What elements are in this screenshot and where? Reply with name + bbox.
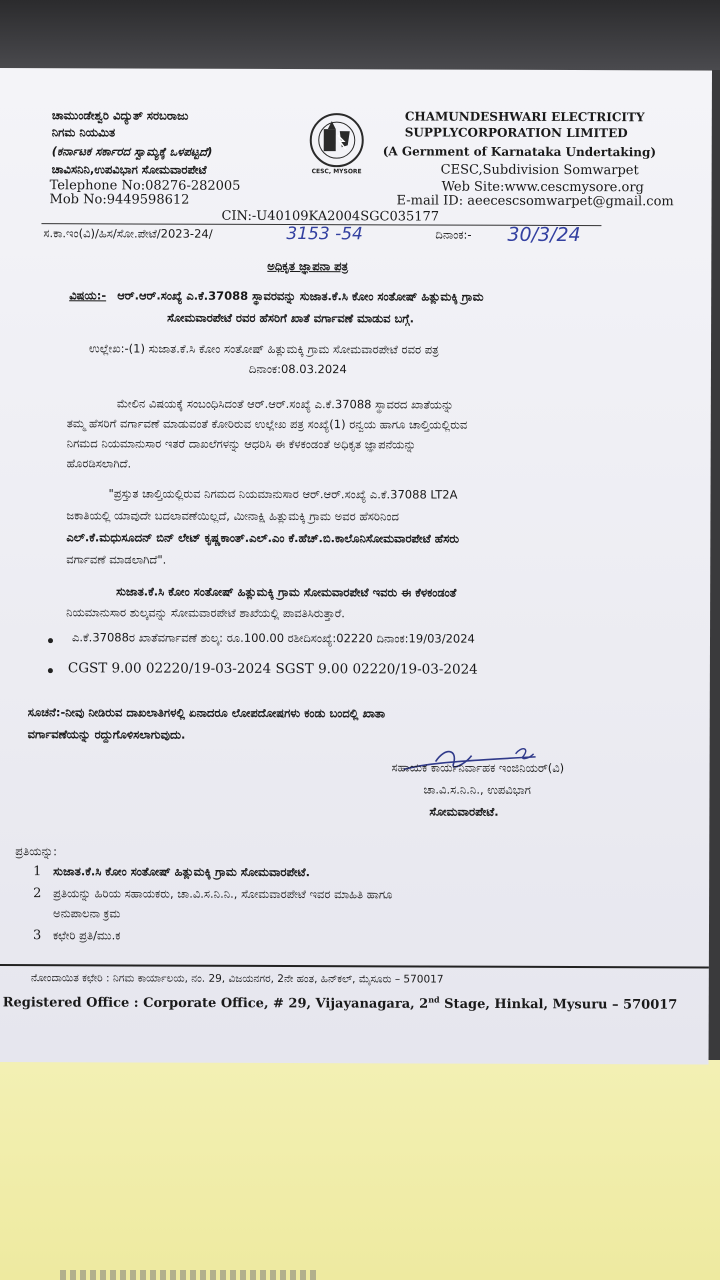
footer-en-address — [3, 993, 678, 1013]
cin-number: CIN:-U40109KA2004SGC035177 — [221, 208, 440, 225]
reference-line-1: ಉಲ್ಲೇಖ:-(1) ಸುಜಾತ.ಕೆ.ಸಿ ಕೋಂ ಸಂತೋಷ್ ಹಿತ್ಲುಮಕ್ಕಿ ಗ್ರಾಮ ಸೋಮವಾರಪೇಟೆ ರವರ ಪತ್ರ — [88, 341, 439, 357]
bullet-dot-2 — [48, 668, 53, 673]
subject-label: ವಿಷಯ:- — [69, 288, 107, 303]
footer-en-address-part-1: Registered Office : Corporate Office, # 29, Vijayanagara, 2 — [2, 995, 429, 1012]
signatory-office: ಚಾ.ವಿ.ಸ.ನಿ.ನಿ., ಉಪವಿಭಾಗ — [423, 782, 531, 797]
quote-line-1: "ಪ್ರಸ್ತುತ ಚಾಲ್ತಿಯಲ್ಲಿರುವ ನಿಗಮದ ನಿಯಮಾನುಸಾರ ಆರ್.ಆರ್.ಸಂಖ್ಯೆ ಎ.ಕೆ.37088 LT2A — [108, 486, 458, 502]
cesc-logo-icon — [302, 107, 372, 177]
quote-line-2: ಜಕಾತಿಯಲ್ಲಿ ಯಾವುದೇ ಬದಲಾವಣೆಯಿಲ್ಲದೆ, ಮೀನಾಕ್ಷಿ ಹಿತ್ಲುಮಕ್ಕಿ ಗ್ರಾಮ ಅವರ ಹೆಸರಿನಿಂದ — [66, 508, 399, 524]
kn-company-name-1: ಚಾಮುಂಡೇಶ್ವರಿ ವಿದ್ಯುತ್ ಸರಬರಾಜು — [51, 108, 189, 123]
note-line-2: ವರ್ಗಾವಣೆಯನ್ನು ರದ್ದುಗೊಳಿಸಲಾಗುವುದು. — [27, 727, 186, 742]
copies-heading: ಪ್ರತಿಯನ್ನು: — [15, 844, 58, 859]
fee-bullet-1: ಎ.ಕೆ.37088ರ ಖಾತೆವರ್ಗಾವಣೆ ಶುಲ್ಕ: ರೂ.100.00 ರಶೀದಿಸಂಖ್ಯೆ:02220 ದಿನಾಂಕ:19/03/2024 — [71, 630, 475, 646]
para1-line-3: ನಿಗಮದ ನಿಯಮಾನುಸಾರ ಇತರೆ ದಾಖಲೆಗಳನ್ನು ಆಧರಿಸಿ ಈ ಕೆಳಕಂಡಂತೆ ಅಧಿಕೃತ ಜ್ಞಾಪನೆಯನ್ನು — [66, 436, 416, 452]
bottom-page-edge-text — [60, 1270, 320, 1280]
copy-num-2: 2 — [33, 886, 42, 902]
quote-line-3: ಎಲ್.ಕೆ.ಮಧುಸೂದನ್ ಬಿನ್ ಲೇಟ್ ಕೃಷ್ಣಕಾಂತ್.ಎಲ್.ಎಂ ಕೆ.ಹೆಚ್.ಬಿ.ಕಾಲೊನಿಸೋಮವಾರಪೇಟೆ ಹೆಸರು — [66, 530, 460, 546]
en-company-name-1: CHAMUNDESHWARI ELECTRICITY — [404, 109, 645, 125]
para1-line-1: ಮೇಲಿನ ವಿಷಯಕ್ಕೆ ಸಂಬಂಧಿಸಿದಂತೆ ಆರ್.ಆರ್.ಸಂಖ್ಯೆ ಎ.ಕೆ.37088 ಸ್ಥಾವರದ ಖಾತೆಯನ್ನು — [116, 396, 454, 412]
copy-num-3: 3 — [32, 928, 42, 944]
kn-company-name-3: (ಕರ್ನಾಟಕ ಸರ್ಕಾರದ ಸ್ವಾಮ್ಯಕ್ಕೆ ಒಳಪಟ್ಟದೆ) — [51, 144, 213, 159]
kn-company-name-2: ನಿಗಮ ನಿಯಮಿತ — [51, 125, 116, 140]
handwritten-date: 30/3/24 — [507, 223, 581, 247]
signatory-designation: ಸಹಾಯಕ ಕಾರ್ಯನಿರ್ವಾಹಕ ಇಂಜಿನಿಯರ್(ವಿ) — [391, 760, 565, 775]
bullet-dot-1 — [48, 638, 53, 643]
para2-line-2: ನಿಯಮಾನುಸಾರ ಶುಲ್ಕವನ್ನು ಸೋಮವಾರಪೇಟೆ ಶಾಖೆಯಲ್ಲಿ ಪಾವತಿಸಿರುತ್ತಾರೆ. — [66, 605, 345, 621]
logo-text: CESC, MYSORE — [311, 168, 362, 176]
copy-item-1: ಸುಜಾತ.ಕೆ.ಸಿ ಕೋಂ ಸಂತೋಷ್ ಹಿತ್ಲುಮಕ್ಕಿ ಗ್ರಾಮ ಸೋಮವಾರಪೇಟೆ. — [53, 864, 311, 880]
note-line-1: ಸೂಚನೆ:-ನೀವು ನೀಡಿರುವ ದಾಖಲಾತಿಗಳಲ್ಲಿ ಏನಾದರೂ ಲೋಪದೋಷಗಳು ಕಂಡು ಬಂದಲ್ಲಿ ಖಾತಾ — [27, 705, 386, 721]
letter-title: ಅಧಿಕೃತ ಜ್ಞಾಪನಾ ಪತ್ರ — [267, 258, 349, 274]
fee-bullet-2: CGST 9.00 02220/19-03-2024 SGST 9.00 02220/19-03-2024 — [67, 660, 478, 678]
subject-line-1: ಆರ್.ಆರ್.ಸಂಖ್ಯೆ ಎ.ಕೆ.37088 ಸ್ಥಾವರವನ್ನು ಸುಜಾತ.ಕೆ.ಸಿ ಕೋಂ ಸಂತೋಷ್ ಹಿತ್ಲುಮಕ್ಕಿ ಗ್ರಾಮ — [117, 288, 484, 304]
footer-kn-address: ನೋಂದಾಯಿತ ಕಛೇರಿ : ನಿಗಮ ಕಾರ್ಯಾಲಯ, ನಂ. 29, ವಿಜಯನಗರ, 2ನೇ ಹಂತ, ಹಿನ್‌ಕಲ್, ಮೈಸೂರು – 570017 — [30, 972, 444, 986]
kn-company-name-4: ಚಾವಿಸನಿನಿ,ಉಪವಿಭಾಗ ಸೋಮವಾರಪೇಟೆ — [51, 162, 207, 177]
copy-item-2-continued: ಅನುಪಾಲನಾ ಕ್ರಮ — [53, 906, 121, 921]
en-company-name-3: (A Gernment of Karnataka Undertaking) — [382, 144, 657, 160]
telephone-number: Telephone No:08276-282005 — [49, 178, 241, 194]
footer-rule — [0, 964, 709, 968]
para2-line-1: ಸುಜಾತ.ಕೆ.ಸಿ ಕೋಂ ಸಂತೋಷ್ ಹಿತ್ಲುಮಕ್ಕಿ ಗ್ರಾಮ ಸೋಮವಾರಪೇಟೆ ಇವರು ಈ ಕೆಳಕಂಡಂತೆ — [116, 584, 457, 600]
en-company-name-2: SUPPLYCORPORATION LIMITED — [404, 125, 628, 141]
en-company-name-4: CESC,Subdivision Somwarpet — [440, 162, 639, 179]
signatory-place: ಸೋಮವಾರಪೇಟೆ. — [429, 804, 499, 819]
quote-line-4: ವರ್ಗಾವಣೆ ಮಾಡಲಾಗಿದೆ". — [66, 552, 167, 567]
copy-item-3: ಕಛೇರಿ ಪ್ರತಿ/ಮು.ಕ — [52, 928, 121, 943]
subject-line-2: ಸೋಮವಾರಪೇಟೆ ರವರ ಹೆಸರಿಗೆ ಖಾತೆ ವರ್ಗಾವಣೆ ಮಾಡುವ ಬಗ್ಗೆ. — [167, 310, 415, 326]
copy-num-1: 1 — [33, 864, 42, 880]
reference-number: ಸ.ಕಾ.ಇಂ(ವಿ)/ಹಿಸ/ಸೋ.ಪೇಟೆ/2023-24/ — [43, 226, 213, 241]
mobile-number: Mob No:9449598612 — [49, 192, 190, 208]
website-url: Web Site:www.cescmysore.org — [441, 179, 644, 196]
para1-line-2: ತಮ್ಮ ಹೆಸರಿಗೆ ವರ್ಗಾವಣೆ ಮಾಡುವಂತೆ ಕೋರಿರುವ ಉಲ್ಲೇಖ ಪತ್ರ ಸಂಖ್ಯೆ(1) ರನ್ವಯ ಹಾಗೂ ಚಾಲ್ತಿಯಲ್ಲಿರುವ — [66, 416, 468, 432]
reference-line-2: ದಿನಾಂಕ:08.03.2024 — [248, 361, 347, 377]
date-label: ದಿನಾಂಕ:- — [435, 227, 472, 242]
background-dark-surface — [0, 0, 720, 70]
handwritten-reference-number: 3153 -54 — [286, 224, 363, 245]
letter-page — [0, 68, 712, 1064]
para1-line-4: ಹೊರಡಿಸಲಾಗಿದೆ. — [66, 456, 132, 471]
background-yellow-paper — [0, 1060, 720, 1280]
copy-item-2: ಪ್ರತಿಯನ್ನು ಹಿರಿಯ ಸಹಾಯಕರು, ಚಾ.ವಿ.ಸ.ನಿ.ನಿ., ಸೋಮವಾರಪೇಟೆ ಇವರ ಮಾಹಿತಿ ಹಾಗೂ — [53, 886, 393, 902]
footer-en-address-part-2: Stage, Hinkal, Mysuru – 570017 — [439, 996, 678, 1013]
footer-en-address-superscript: nd — [428, 994, 440, 1005]
email-address: E-mail ID: aeecescsomwarpet@gmail.com — [396, 193, 674, 210]
